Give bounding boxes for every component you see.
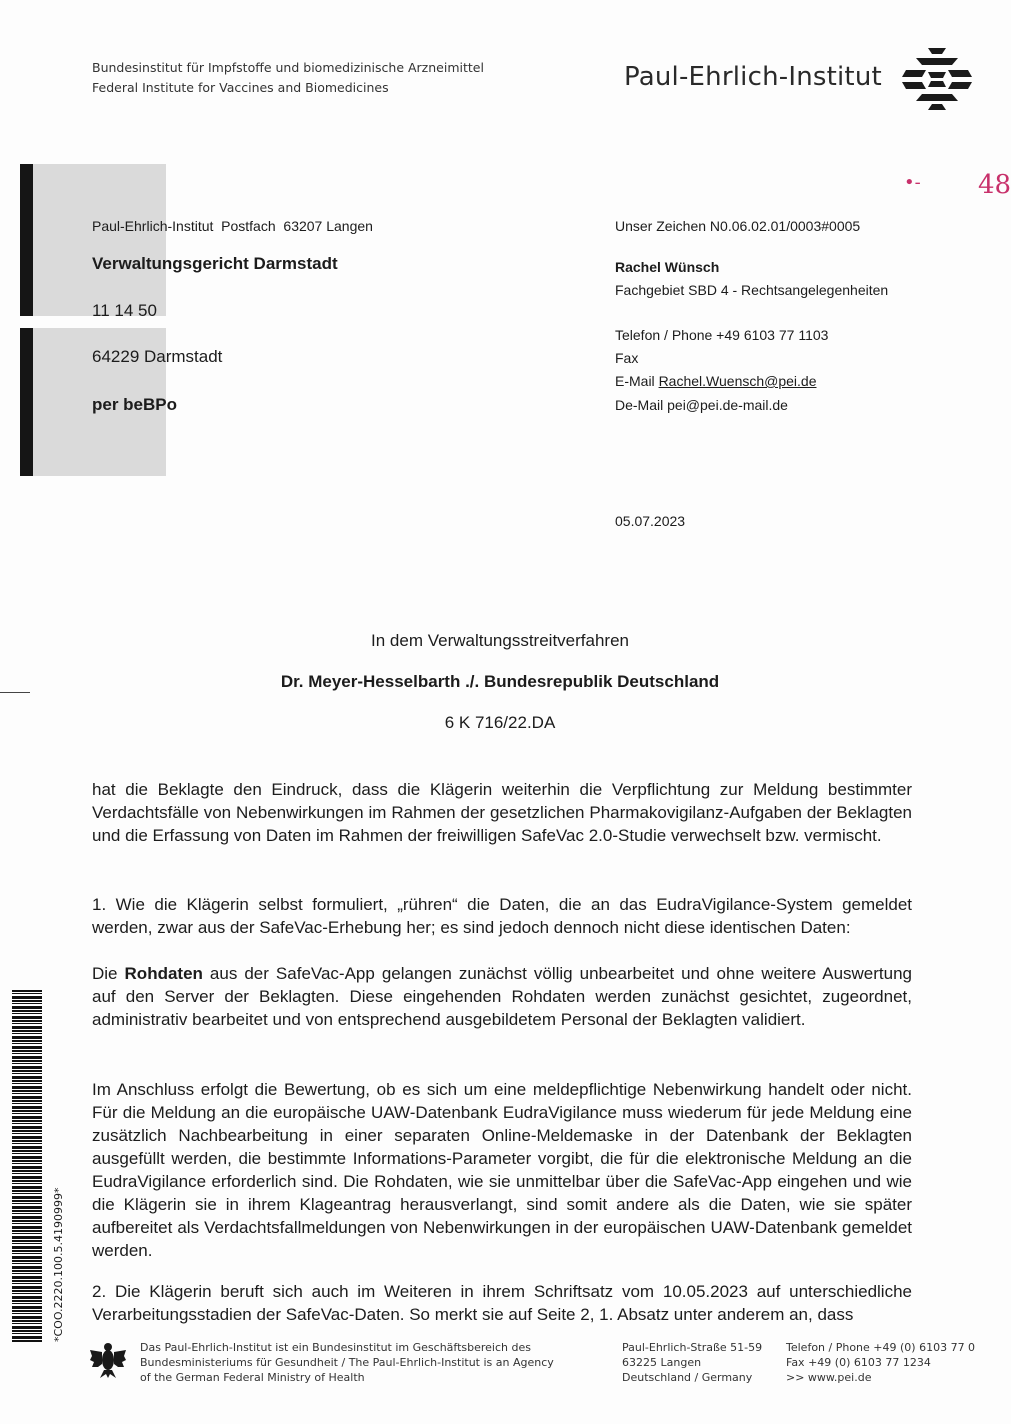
email-label: E-Mail — [615, 373, 659, 389]
contact-name: Rachel Wünsch — [615, 259, 720, 275]
institute-name-de: Bundesinstitut für Impfstoffe und biomedizinische Arzneimittel — [92, 60, 484, 75]
text-run: aus der SafeVac-App gelangen zunächst völlig unbearbeitet und ohne weitere Auswertung auf den Server der Beklagten. Diese eingehenden Rohdaten werden zunächst gesichtet, zugeordnet, administrativ bearbeitet und von entsprechend ausgebildetem Personal der Beklagten validiert. — [92, 964, 912, 1029]
document-barcode — [12, 990, 42, 1342]
footer-contact — [786, 1340, 975, 1385]
bold-term: Rohdaten — [124, 964, 203, 983]
paragraph-text: 1. Wie die Klägerin selbst formuliert, „rühren“ die Daten, die an das EudraVigilance-System gemeldet werden, zwar aus der SafeVac-Erhebung her; es sind jedoch dennoch nicht diese identischen Daten: — [92, 895, 912, 937]
barcode-text: *COO.2220.100.5.4190999* — [52, 1187, 65, 1342]
fold-mark — [0, 692, 30, 693]
reference-number: Unser Zeichen N0.06.02.01/0003#0005 — [615, 218, 861, 234]
case-parties: Dr. Meyer-Hesselbarth ./. Bundesrepublik Deutschland — [280, 672, 720, 691]
institute-name-en: Federal Institute for Vaccines and Biomedicines — [92, 80, 389, 95]
footer-address — [622, 1340, 762, 1385]
recipient-po-box: 11 14 50 — [92, 301, 157, 320]
text-run: Die — [92, 964, 125, 983]
footer-line: Fax +49 (0) 6103 77 1234 — [786, 1356, 931, 1369]
paragraph-text: hat die Beklagte den Eindruck, dass die Klägerin weiterhin die Verpflichtung zur Meldung bestimmter Verdachtsfälle von Nebenwirkungen im Rahmen der gesetzlichen Pharmakovigilanz-Aufgaben der Beklagten und die Erfassung von Daten im Rahmen der freiwilligen SafeVac 2.0-Studie verwechselt bzw. vermischt. — [92, 780, 912, 845]
contact-demail: De-Mail pei@pei.de-mail.de — [615, 397, 788, 413]
address-window-bar — [20, 328, 33, 476]
footer-line: 63225 Langen — [622, 1356, 702, 1369]
contact-department: Fachgebiet SBD 4 - Rechtsangelegenheiten — [615, 282, 889, 298]
contact-fax: Fax — [615, 350, 639, 366]
institute-name — [92, 58, 484, 98]
address-window-bar — [20, 164, 33, 316]
email-link[interactable]: Rachel.Wuensch@pei.de — [658, 373, 817, 389]
footer-line: Paul-Ehrlich-Straße 51-59 — [622, 1341, 763, 1354]
federal-eagle-icon — [90, 1340, 126, 1380]
delivery-method: per beBPo — [92, 395, 178, 414]
footer-line: Bundesministeriums für Gesundheit / The Paul-Ehrlich-Institut is an Agency — [140, 1356, 554, 1369]
case-number: 6 K 716/22.DA — [444, 713, 556, 732]
paragraph-text — [92, 962, 912, 1031]
contact-phone: Telefon / Phone +49 6103 77 1103 — [615, 327, 829, 343]
footer-line: of the German Federal Ministry of Health — [140, 1371, 365, 1384]
paragraph-text: Im Anschluss erfolgt die Bewertung, ob es sich um eine meldepflichtige Nebenwirkung handelt oder nicht. Für die Meldung an die europäische UAW-Datenbank EudraVigilance muss wiederum für jede Meldung eine zusätzlich Nachbearbeitung in einer separaten Online-Meldemaske in der Datenbank der Beklagten ausgefüllt werden, die bestimmte Informations-Parameter vorgibt, die für die elektronische Meldung an die EudraVigilance erforderlich sind. Die Rohdaten, wie sie unmittelbar über die SafeVac-App eingehen und wie die Klägerin sie in ihrem Klageantrag herausverlangt, sind somit andere als die Daten, wie sie später aufbereitet als Verdachtsfallmeldungen von Nebenwirkungen in der europäischen UAW-Datenbank gemeldet werden. — [92, 1080, 912, 1260]
body-paragraph-1 — [92, 778, 912, 847]
sender-line: Paul-Ehrlich-Institut Postfach 63207 Langen — [92, 218, 373, 234]
body-paragraph-4 — [92, 1078, 912, 1262]
body-paragraph-5 — [92, 1280, 912, 1326]
logo-text: Paul-Ehrlich-Institut — [624, 62, 882, 92]
footer-line: Telefon / Phone +49 (0) 6103 77 0 — [786, 1341, 976, 1354]
body-paragraph-2 — [92, 893, 912, 939]
case-intro: In dem Verwaltungsstreitverfahren — [371, 631, 629, 650]
footer-line: Das Paul-Ehrlich-Institut ist ein Bundesinstitut im Geschäftsbereich des — [140, 1341, 531, 1354]
pei-logo-icon — [902, 46, 972, 112]
recipient-name: Verwaltungsgericht Darmstadt — [92, 254, 338, 273]
paragraph-text: 2. Die Klägerin beruft sich auch im Weiteren in ihrem Schriftsatz vom 10.05.2023 auf unterschiedliche Verarbeitungsstadien der SafeVac-Daten. So merkt sie auf Seite 2, 1. Absatz unter anderem an, dass — [92, 1282, 912, 1324]
stamp-mark: •- — [904, 172, 921, 193]
footer-website-link[interactable]: >> www.pei.de — [786, 1371, 872, 1384]
letter-date: 05.07.2023 — [615, 513, 686, 529]
footer-agency-note — [140, 1340, 554, 1385]
contact-email — [615, 373, 817, 389]
recipient-city: 64229 Darmstadt — [92, 347, 223, 366]
stamp-number: 48 — [978, 170, 1011, 200]
address-window-shade — [32, 164, 166, 316]
body-paragraph-3 — [92, 962, 912, 1031]
footer-line: Deutschland / Germany — [622, 1371, 753, 1384]
